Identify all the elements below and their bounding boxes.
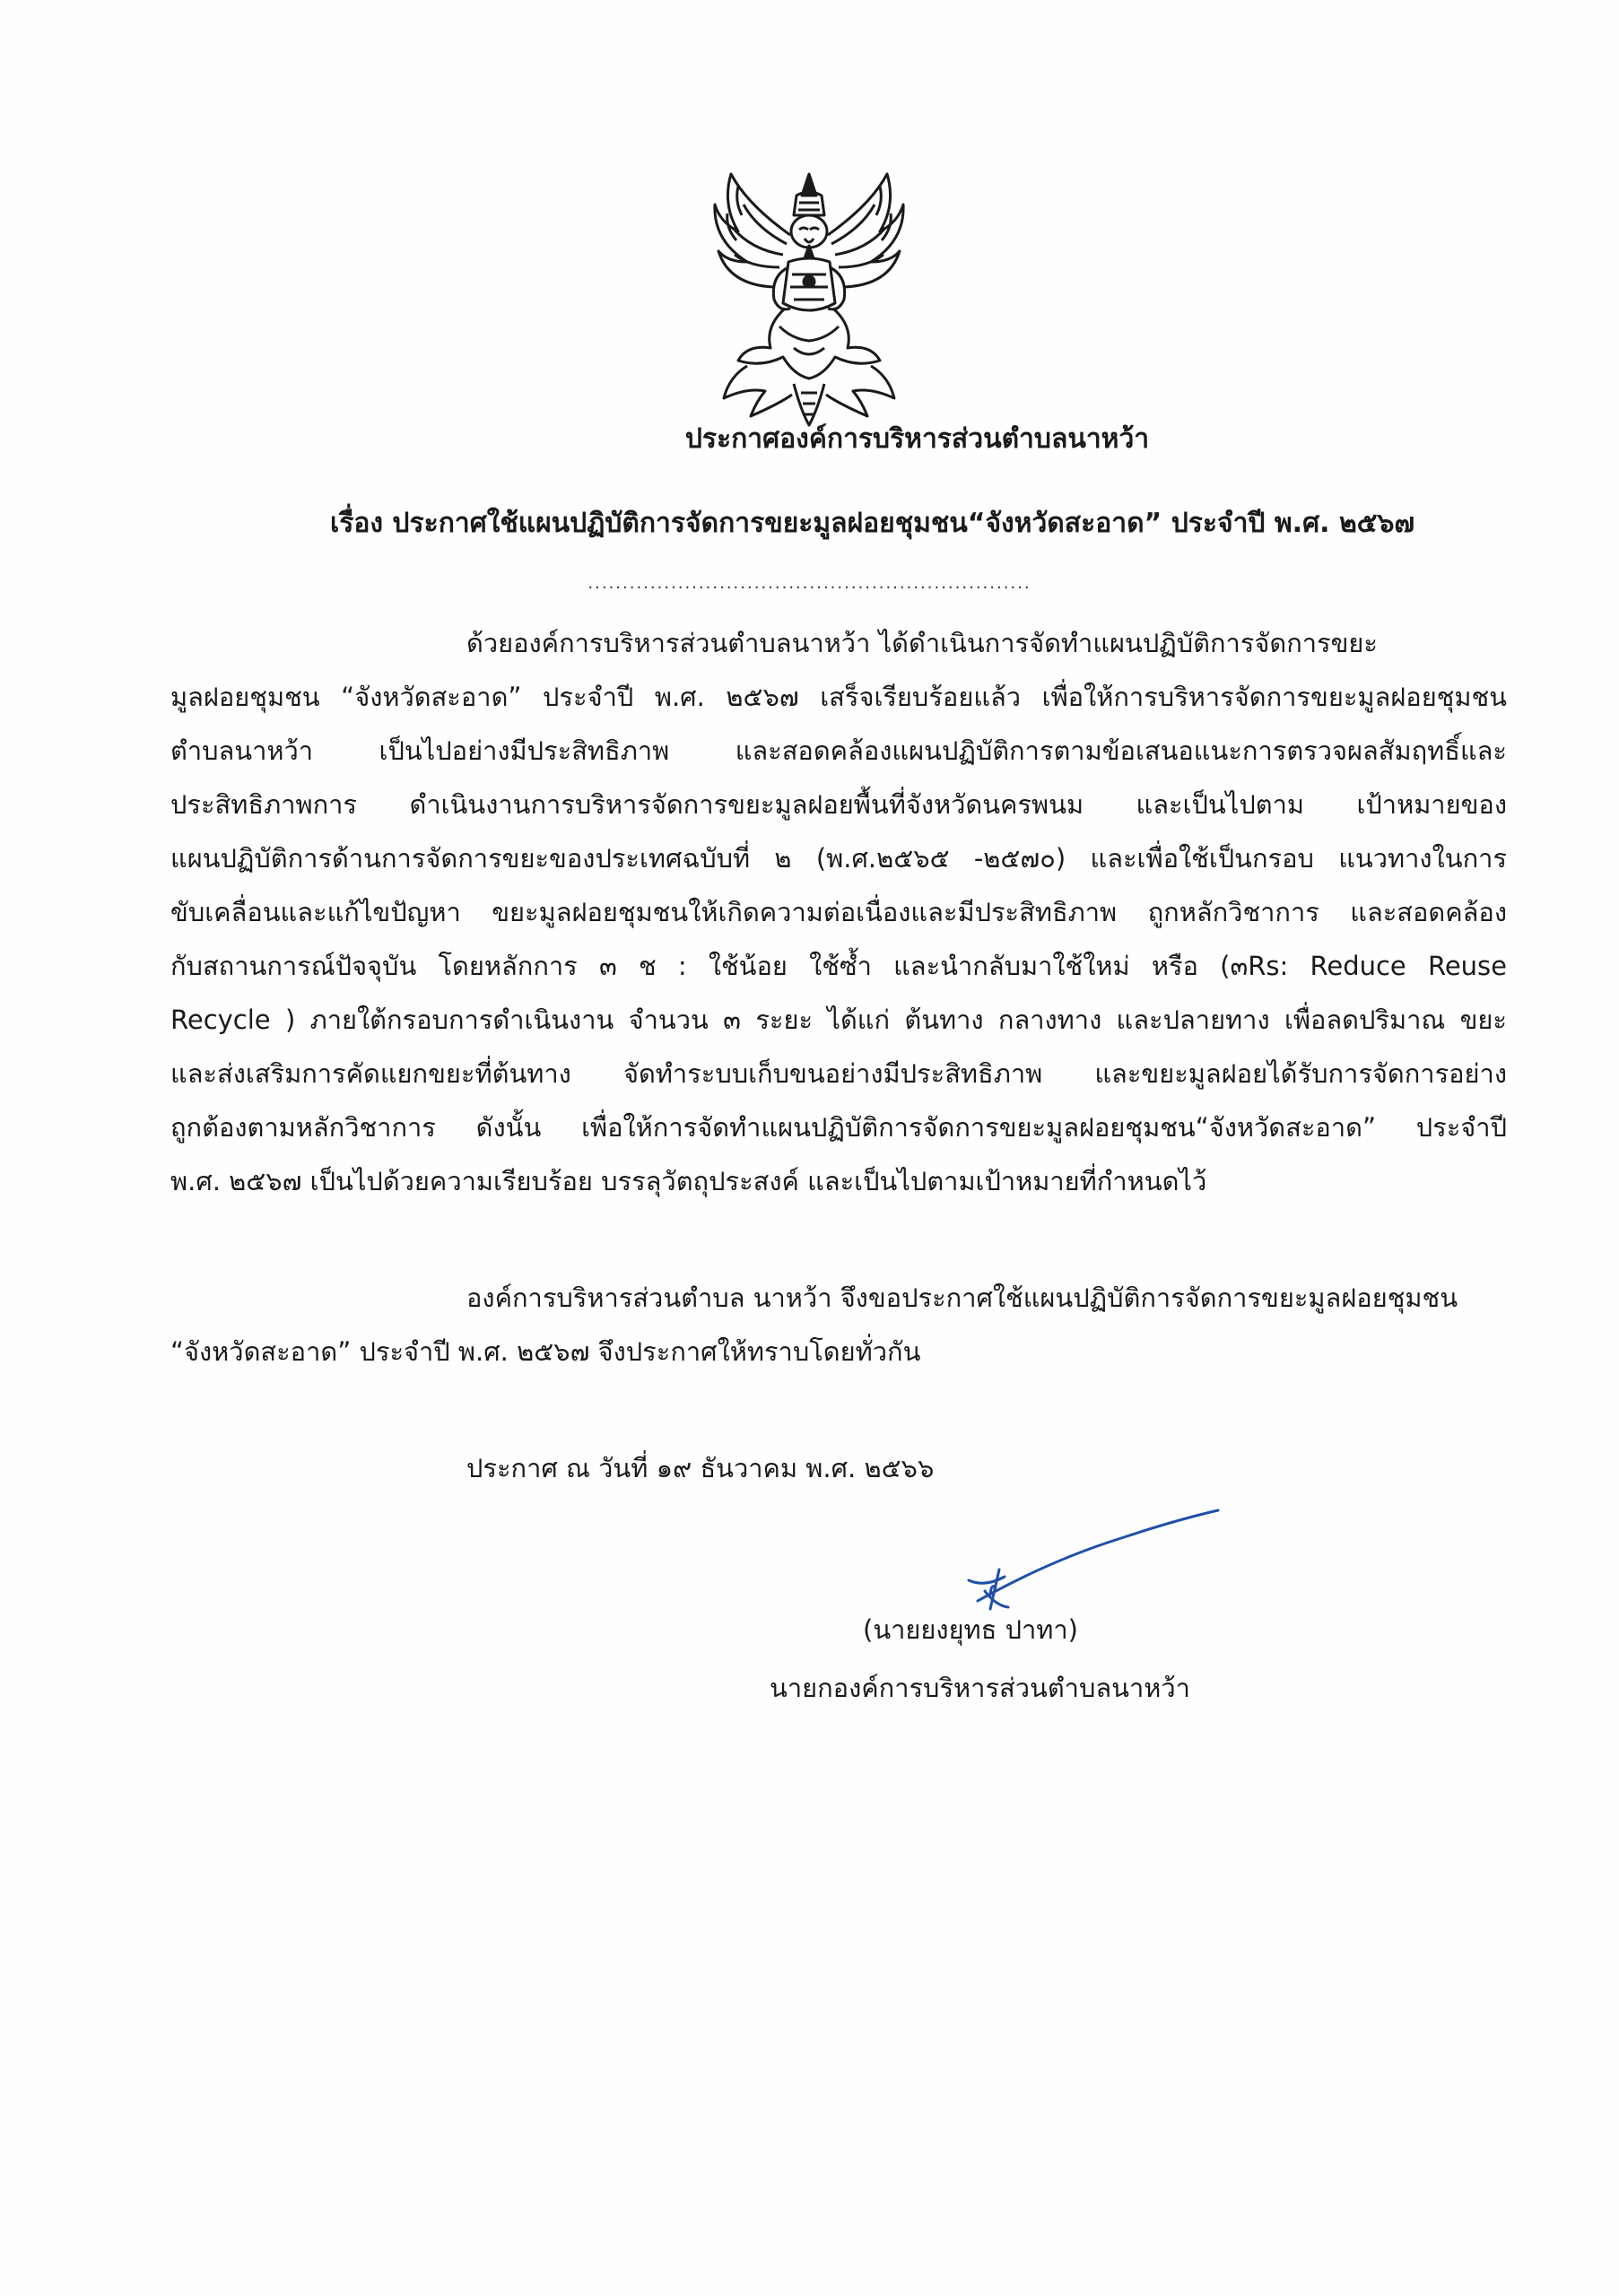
signer-name: (นายยงยุทธ ปาทา) [863,1614,1079,1645]
paragraph-1-line-4: ประสิทธิภาพการ ดำเนินงานการบริหารจัดการขยะมูลฝอยพื้นที่จังหวัดนครพนม และเป็นไปตาม เป้าหมายของ [170,789,1507,820]
paragraph-1-line-2: มูลฝอยชุมชน “จังหวัดสะอาด” ประจำปี พ.ศ. ๒๕๖๗ เสร็จเรียบร้อยแล้ว เพื่อให้การบริหารจัดการขยะมูลฝอยชุมชน [170,682,1507,712]
paragraph-1-line-11: พ.ศ. ๒๕๖๗ เป็นไปด้วยความเรียบร้อย บรรลุวัตถุประสงค์ และเป็นไปตามเป้าหมายที่กำหนดไว้ [170,1166,1207,1196]
paragraph-1-line-8: Recycle ) ภายใต้กรอบการดำเนินงาน จำนวน ๓ ระยะ ได้แก่ ต้นทาง กลางทาง และปลายทาง เพื่อลดปริมาณ ขยะ [170,1004,1507,1035]
paragraph-1-line-1: ด้วยองค์การบริหารส่วนตำบลนาหว้า ได้ดำเนินการจัดทำแผนปฏิบัติการจัดการขยะ [466,628,1379,658]
signer-position: นายกองค์การบริหารส่วนตำบลนาหว้า [770,1673,1190,1703]
garuda-emblem-icon [711,169,907,429]
paragraph-2-line-2: “จังหวัดสะอาด” ประจำปี พ.ศ. ๒๕๖๗ จึงประกาศให้ทราบโดยทั่วกัน [170,1336,921,1367]
document-subject: เรื่อง ประกาศใช้แผนปฏิบัติการจัดการขยะมูลฝอยชุมชน“จังหวัดสะอาด” ประจำปี พ.ศ. ๒๕๖๗ [329,508,1415,539]
paragraph-1-line-9: และส่งเสริมการคัดแยกขยะที่ต้นทาง จัดทำระบบเก็บขนอย่างมีประสิทธิภาพ และขยะมูลฝอยได้รับการจัดการอย่าง [170,1058,1507,1089]
divider-line: ................................................................ [588,574,1031,593]
handwritten-signature-icon [942,1498,1229,1623]
paragraph-1-line-5: แผนปฏิบัติการด้านการจัดการขยะของประเทศฉบับที่ ๒ (พ.ศ.๒๕๖๕ -๒๕๗๐) และเพื่อใช้เป็นกรอบ แนวทางในการ [170,843,1507,874]
paragraph-1-line-6: ขับเคลื่อนและแก้ไขปัญหา ขยะมูลฝอยชุมชนให้เกิดความต่อเนื่องและมีประสิทธิภาพ ถูกหลักวิชาการ และสอดคล้อง [170,897,1507,927]
paragraph-2-line-1: องค์การบริหารส่วนตำบล นาหว้า จึงขอประกาศใช้แผนปฏิบัติการจัดการขยะมูลฝอยชุมชน [466,1283,1458,1313]
paragraph-1-line-7: กับสถานการณ์ปัจจุบัน โดยหลักการ ๓ ช : ใช้น้อย ใช้ซ้ำ และนำกลับมาใช้ใหม่ หรือ (๓Rs: Reduce Reuse [170,951,1507,981]
paragraph-1-line-3: ตำบลนาหว้า เป็นไปอย่างมีประสิทธิภาพ และสอดคล้องแผนปฏิบัติการตามข้อเสนอแนะการตรวจผลสัมฤทธิ์และ [170,735,1507,766]
paragraph-1-line-10: ถูกต้องตามหลักวิชาการ ดังนั้น เพื่อให้การจัดทำแผนปฏิบัติการจัดการขยะมูลฝอยชุมชน“จังหวัดสะอาด” ประจำปี [170,1112,1507,1143]
announcement-date: ประกาศ ณ วันที่ ๑๙ ธันวาคม พ.ศ. ๒๕๖๖ [466,1453,935,1483]
document-title: ประกาศองค์การบริหารส่วนตำบลนาหว้า [684,423,1150,455]
